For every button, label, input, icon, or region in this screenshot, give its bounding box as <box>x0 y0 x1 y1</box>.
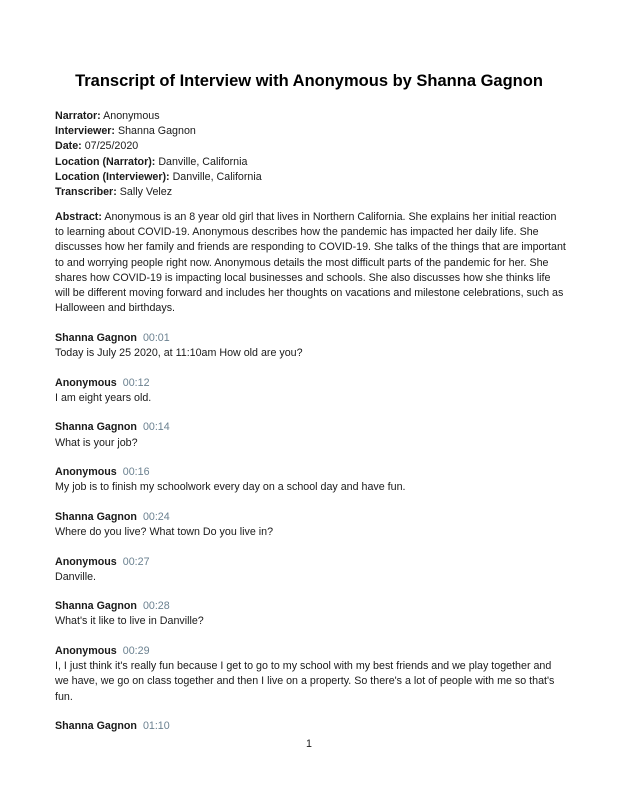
transcript-turns <box>55 331 575 749</box>
speaker-line <box>55 465 575 480</box>
utterance-text: I am eight years old. <box>55 391 152 404</box>
abstract-paragraph <box>55 210 567 316</box>
transcript-turn <box>55 555 575 585</box>
speaker-line <box>55 599 575 614</box>
metadata-narrator <box>55 109 575 124</box>
metadata-label: Location (Narrator): <box>55 155 156 168</box>
speaker-name: Shanna Gagnon <box>55 600 137 613</box>
timestamp: 00:28 <box>142 600 170 613</box>
metadata-value: Sally Velez <box>119 186 173 199</box>
speaker-line <box>55 719 575 734</box>
timestamp: 00:29 <box>122 644 150 657</box>
metadata-label: Location (Interviewer): <box>55 170 170 183</box>
timestamp: 00:16 <box>122 466 150 479</box>
transcript-turn <box>55 376 575 406</box>
transcript-turn <box>55 331 575 361</box>
speaker-line <box>55 510 575 525</box>
speaker-line <box>55 376 575 391</box>
metadata-location-interviewer <box>55 170 575 185</box>
document-title: Transcript of Interview with Anonymous by Shanna Gagnon <box>75 72 543 90</box>
transcript-turn <box>55 719 575 734</box>
metadata-location-narrator <box>55 155 575 170</box>
timestamp: 00:14 <box>142 421 170 434</box>
abstract-text: Anonymous is an 8 year old girl that lives in Northern California. She explains her initial reaction to learning about COVID-19. Anonymous describes how the pandemic has impacted her daily life. She discusses how her family and friends are responding to COVID-19. She talks of the things that are important to and worrying people right now. Anonymous details the most difficult parts of the pandemic for her. She shares how COVID-19 is impacting local businesses and schools. She also discusses how she thinks life will be different moving forward and includes her thoughts on vacations and milestone celebrations, such as Halloween and birthdays. <box>55 211 566 315</box>
metadata-value: Anonymous <box>103 110 160 122</box>
timestamp: 00:24 <box>142 510 170 523</box>
metadata-value: Danville, California <box>172 170 262 183</box>
speaker-name: Shanna Gagnon <box>55 720 137 733</box>
metadata-value: 07/25/2020 <box>84 140 139 153</box>
utterance-text: Where do you live? What town Do you live in? <box>55 526 274 539</box>
interview-metadata <box>55 109 575 200</box>
timestamp: 01:10 <box>142 720 170 733</box>
page-number: 1 <box>306 738 312 750</box>
utterance-text: What is your job? <box>55 436 138 449</box>
utterance-text: My job is to finish my schoolwork every day on a school day and have fun. <box>55 481 406 494</box>
speaker-line <box>55 331 575 346</box>
metadata-interviewer <box>55 124 575 139</box>
transcript-turn <box>55 420 575 450</box>
metadata-label: Narrator: <box>55 110 101 122</box>
timestamp: 00:01 <box>142 332 170 344</box>
transcript-turn <box>55 510 575 540</box>
utterance-text: I, I just think it's really fun because I get to go to my school with my best friends and we play together and we have, we go on class together and then I live on a property. So there's a lot of people with me so that's fun. <box>55 660 555 703</box>
speaker-line <box>55 420 575 435</box>
speaker-name: Anonymous <box>55 555 117 568</box>
speaker-name: Anonymous <box>55 376 117 389</box>
speaker-name: Anonymous <box>55 466 117 479</box>
metadata-label: Transcriber: <box>55 186 117 199</box>
speaker-line <box>55 644 575 659</box>
metadata-label: Interviewer: <box>55 125 115 138</box>
speaker-name: Shanna Gagnon <box>55 421 137 434</box>
metadata-label: Date: <box>55 140 82 153</box>
timestamp: 00:12 <box>122 376 150 389</box>
metadata-value: Shanna Gagnon <box>117 125 196 138</box>
speaker-name: Shanna Gagnon <box>55 510 137 523</box>
abstract-label: Abstract: <box>55 211 102 223</box>
transcript-turn <box>55 465 575 495</box>
utterance-text: What's it like to live in Danville? <box>55 615 204 628</box>
utterance-text: Today is July 25 2020, at 11:10am How old are you? <box>55 347 303 360</box>
metadata-date <box>55 139 575 154</box>
timestamp: 00:27 <box>122 555 150 568</box>
transcript-turn <box>55 644 575 705</box>
transcript-turn <box>55 599 575 629</box>
utterance-text: Danville. <box>55 570 96 583</box>
speaker-name: Anonymous <box>55 644 117 657</box>
speaker-line <box>55 555 575 570</box>
speaker-name: Shanna Gagnon <box>55 332 137 344</box>
metadata-transcriber <box>55 185 575 200</box>
metadata-value: Danville, California <box>158 155 248 168</box>
